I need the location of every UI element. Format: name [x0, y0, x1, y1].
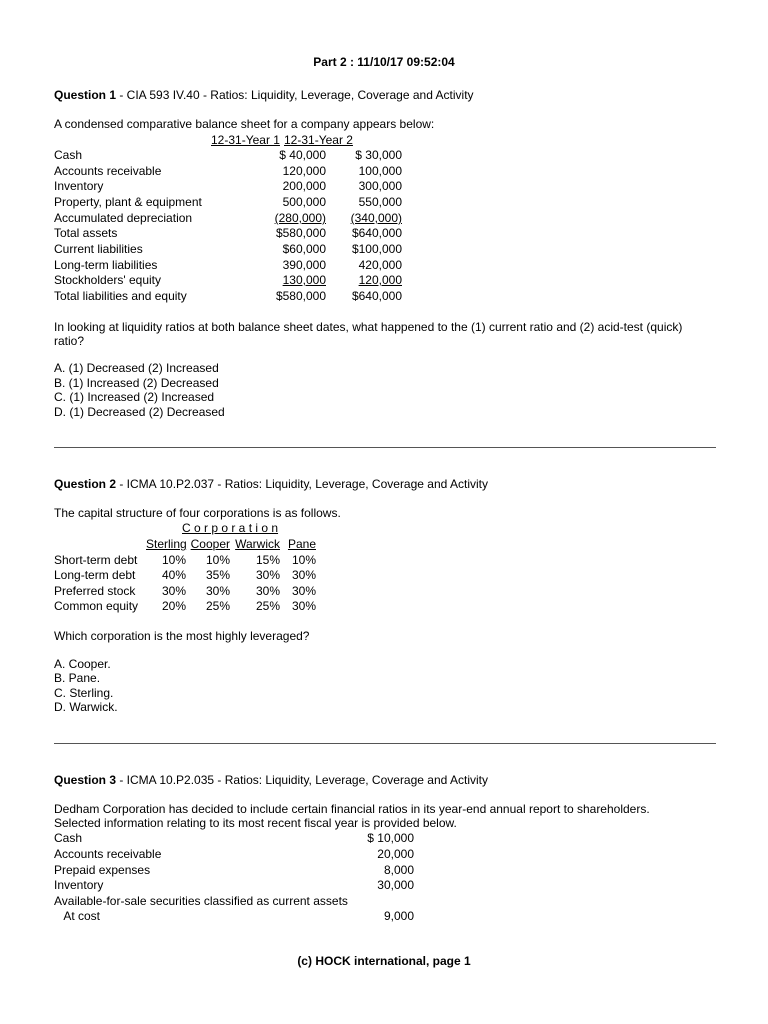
question-1-text-line2: ratio? [54, 334, 85, 348]
question-2-text: Which corporation is the most highly leveraged? [54, 629, 310, 643]
table-row: Total assets $580,000 $640,000 [54, 226, 402, 240]
answer-option: C. Sterling. [54, 686, 114, 700]
answer-option: D. Warwick. [54, 700, 118, 714]
table-row: Inventory 200,000 300,000 [54, 179, 402, 193]
question-3-source: - ICMA 10.P2.035 - Ratios: Liquidity, Leverage, Coverage and Activity [116, 773, 488, 787]
table-row: Property, plant & equipment 500,000 550,000 [54, 195, 402, 209]
list-item: Available-for-sale securities classified as current assets [54, 894, 348, 908]
answer-option: A. Cooper. [54, 657, 111, 671]
table-header-row: Sterling Cooper Warwick Pane [146, 537, 316, 551]
table-row: Common equity 20% 25% 25% 30% [54, 599, 316, 613]
list-item: At cost 9,000 [54, 909, 414, 923]
question-2-source: - ICMA 10.P2.037 - Ratios: Liquidity, Leverage, Coverage and Activity [116, 477, 488, 491]
table-row: Cash $ 40,000 $ 30,000 [54, 148, 402, 162]
list-item: Cash $ 10,000 [54, 831, 414, 845]
question-2-label: Question 2 [54, 477, 117, 491]
table-row: Short-term debt 10% 10% 15% 10% [54, 553, 316, 567]
question-1-heading [54, 88, 474, 103]
question-1-text-line1: In looking at liquidity ratios at both balance sheet dates, what happened to the (1) current ratio and (2) acid-test (quick) [54, 320, 683, 334]
answer-option: A. (1) Decreased (2) Increased [54, 361, 219, 375]
answer-option: C. (1) Increased (2) Increased [54, 390, 215, 404]
question-2-intro: The capital structure of four corporations is as follows. [54, 506, 341, 520]
answer-option: B. (1) Increased (2) Decreased [54, 376, 219, 390]
table-row: Stockholders' equity 130,000 120,000 [54, 273, 402, 287]
answer-option: D. (1) Decreased (2) Decreased [54, 405, 225, 419]
list-item: Prepaid expenses 8,000 [54, 863, 414, 877]
table-row: Accounts receivable 120,000 100,000 [54, 164, 402, 178]
page-footer: (c) HOCK international, page 1 [297, 954, 471, 968]
table-row: Current liabilities $60,000 $100,000 [54, 242, 402, 256]
table-row: Accumulated depreciation (280,000) (340,000) [54, 211, 402, 225]
table-row: Preferred stock 30% 30% 30% 30% [54, 584, 316, 598]
page-title: Part 2 : 11/10/17 09:52:04 [313, 55, 455, 69]
table-row: Long-term debt 40% 35% 30% 30% [54, 568, 316, 582]
table-row: Long-term liabilities 390,000 420,000 [54, 258, 402, 272]
table-row: Total liabilities and equity $580,000 $640,000 [54, 289, 402, 303]
question-1-label: Question 1 [54, 88, 117, 102]
question-3-intro-line1: Dedham Corporation has decided to include certain financial ratios in its year-end annual report to shareholders. [54, 802, 650, 816]
section-divider [54, 447, 716, 448]
balance-col-year1: 12-31-Year 1 [211, 133, 280, 147]
section-divider [54, 743, 716, 744]
question-1-source: - CIA 593 IV.40 - Ratios: Liquidity, Leverage, Coverage and Activity [116, 88, 474, 102]
balance-col-year2: 12-31-Year 2 [284, 133, 353, 147]
question-1-intro: A condensed comparative balance sheet for a company appears below: [54, 117, 435, 131]
question-3-intro-line2: Selected information relating to its most recent fiscal year is provided below. [54, 816, 457, 830]
question-3-label: Question 3 [54, 773, 117, 787]
list-item: Accounts receivable 20,000 [54, 847, 414, 861]
list-item: Inventory 30,000 [54, 878, 414, 892]
answer-option: B. Pane. [54, 671, 101, 685]
question-3-heading [54, 773, 488, 788]
question-2-heading [54, 477, 488, 492]
capital-table-group-header: C o r p o r a t i o n [182, 521, 279, 535]
